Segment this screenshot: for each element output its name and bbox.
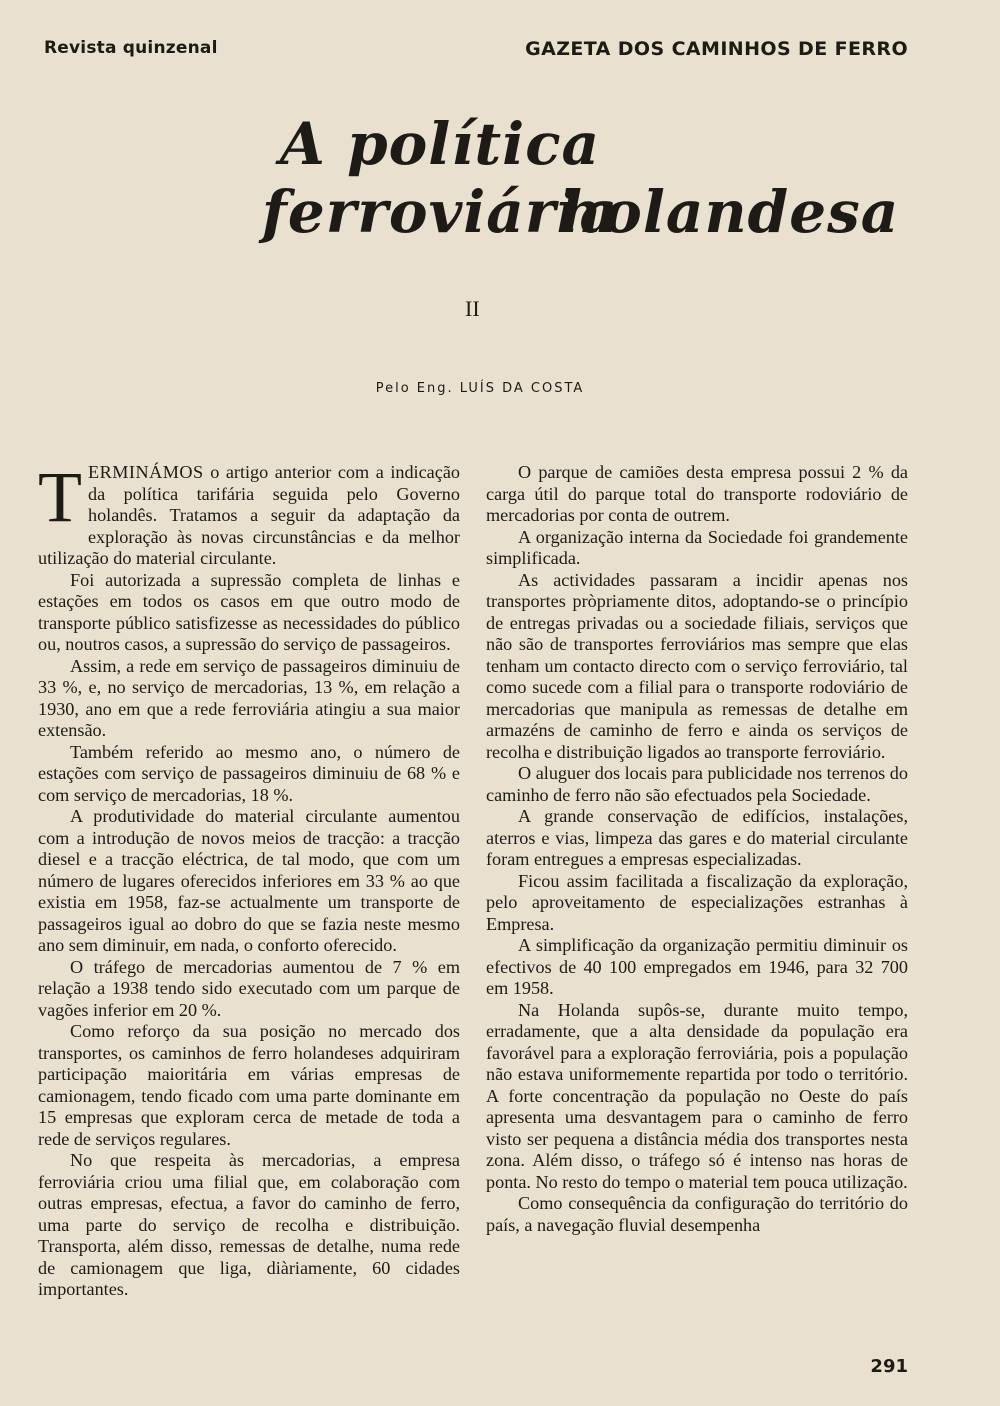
article-title-line-2: holandesa — [560, 178, 900, 246]
paragraph: A produtividade do material circulante aumentou com a introdução de novos meios de tracção: a tracção diesel e a tracção eléctrica, de tal modo, que com um número de lugares oferecidos inferiores em 33 % ao que existia em 1958, faz-se actualmente um transporte de passageiros igual ao dobro do que se fazia neste mesmo ano sem diminuir, em nada, o conforto oferecido. — [38, 806, 460, 955]
paragraph — [38, 457, 460, 570]
paragraph: A simplificação da organização permitiu diminuir os efectivos de 40 100 empregados em 1946, para 32 700 em 1958. — [486, 935, 908, 998]
paragraph: A organização interna da Sociedade foi grandemente simplificada. — [486, 526, 908, 568]
article-byline: Pelo Eng. LUÍS DA COSTA — [375, 381, 585, 396]
right-text-column — [486, 462, 908, 1236]
running-header-right: GAZETA DOS CAMINHOS DE FERRO — [525, 38, 908, 60]
paragraph-text: o artigo anterior com a indicação da política tarifária seguida pelo Governo holandês. Tratamos a seguir da adaptação da exploração às novas circunstâncias e da melhor utilização do material circulante. — [38, 462, 460, 568]
paragraph: Também referido ao mesmo ano, o número de estações com serviço de passageiros diminuiu de 68 % e com serviço de mercadorias, 18 %. — [38, 741, 460, 805]
paragraph: A grande conservação de edifícios, instalações, aterros e vias, limpeza das gares e do material circulante foram entregues a empresas especializadas. — [486, 806, 908, 869]
page-number: 291 — [870, 1356, 908, 1377]
paragraph: No que respeita às mercadorias, a empresa ferroviária criou uma filial que, em colaboração com outras empresas, efectua, a favor do caminho de ferro, uma parte do serviço de recolha e distribuição. Transporta, além disso, remessas de detalhe, numa rede de camionagem que liga, diàriamente, 60 cidades importantes. — [38, 1150, 460, 1299]
drop-cap: T — [38, 457, 82, 537]
article-part-numeral: II — [465, 296, 480, 321]
paragraph: O parque de camiões desta empresa possui 2 % da carga útil do parque total do transporte rodoviário de mercadorias por conta de outrem. — [486, 462, 908, 525]
paragraph: Assim, a rede em serviço de passageiros diminuiu de 33 %, e, no serviço de mercadorias, 13 %, em relação a 1930, ano em que a rede ferroviária atingiu a sua maior extensão. — [38, 655, 460, 740]
paragraph: Como reforço da sua posição no mercado dos transportes, os caminhos de ferro holandeses adquiriram participação maioritária em várias empresas de camionagem, tendo ficado com uma parte dominante em 15 empresas que exploram cerca de metade de toda a rede de serviços regulares. — [38, 1021, 460, 1149]
paragraph: Como consequência da configuração do território do país, a navegação fluvial desempenha — [486, 1193, 908, 1235]
paragraph: Foi autorizada a supressão completa de linhas e estações em todos os casos em que outro modo de transporte público satisfizesse as necessidades do público ou, noutros casos, a supressão do serviço de passageiros. — [38, 569, 460, 654]
running-header-left: Revista quinzenal — [44, 38, 218, 58]
paragraph: Na Holanda supôs-se, durante muito tempo, erradamente, que a alta densidade da população era favorável para a exploração ferroviária, pois a população não estava uniformemente repartida por todo o território. A forte concentração da população no Oeste do país apresenta uma desvantagem para o caminho de ferro visto ser pequena a distância média dos transportes nesta zona. Além disso, o tráfego só é intenso nas horas de ponta. No resto do tempo o material tem pouca utilização. — [486, 999, 908, 1192]
paragraph: As actividades passaram a incidir apenas nos transportes pròpriamente ditos, adoptando-se o princípio de entregas privadas ou a sociedade filiais, serviços que não são de transportes ferroviários mas sempre que elas tenham um contacto directo com o serviço ferroviário, tal como sucede com a filial para o transporte rodoviário de mercadorias que manipula as remessas de detalhe em armazéns de caminho de ferro e ainda os serviços de recolha e distribuição ligados ao transporte ferroviário. — [486, 569, 908, 762]
paragraph: O aluguer dos locais para publicidade nos terrenos do caminho de ferro não são efectuados pela Sociedade. — [486, 763, 908, 805]
opening-small-caps: ERMINÁMOS — [87, 462, 204, 482]
paragraph: Ficou assim facilitada a fiscalização da exploração, pelo aproveitamento de especializações estranhas à Empresa. — [486, 870, 908, 934]
article-title-line-1: A política ferroviária — [261, 110, 619, 246]
left-text-column — [38, 457, 460, 1301]
paragraph: O tráfego de mercadorias aumentou de 7 % em relação a 1938 tendo sido executado com um parque de vagões inferior em 20 %. — [38, 956, 460, 1020]
